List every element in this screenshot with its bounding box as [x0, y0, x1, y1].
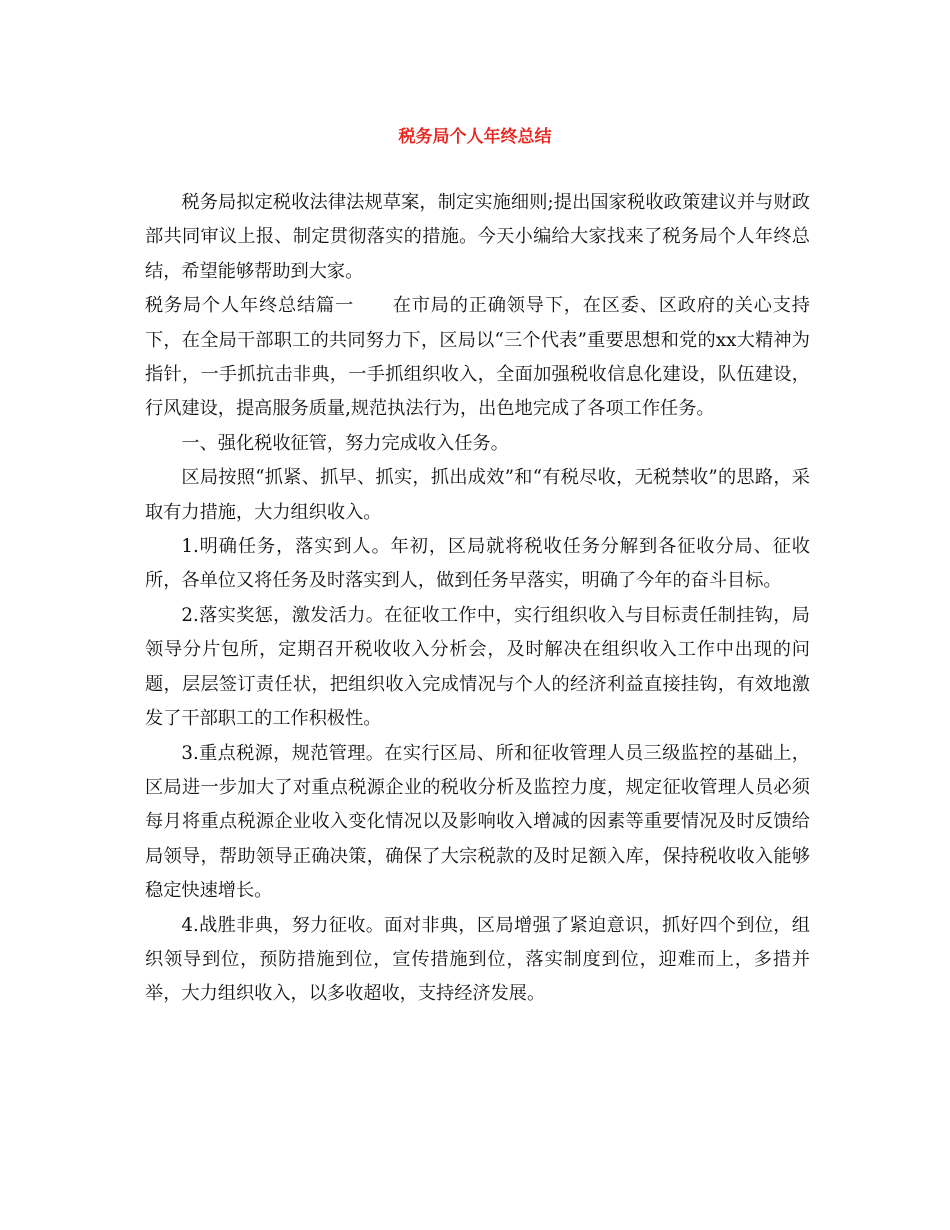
item-2-paragraph: 2.落实奖惩，激发活力。在征收工作中，实行组织收入与目标责任制挂钩，局领导分片包所，定期召开税收收入分析会，及时解决在组织收入工作中出现的问题，层层签订责任状，把组织收入完成情况与个人的经济利益直接挂钩，有效地激发了干部职工的工作积极性。 — [145, 604, 810, 730]
approach-paragraph: 区局按照“抓紧、抓早、抓实，抓出成效”和“有税尽收，无税禁收”的思路，采取有力措施，大力组织收入。 — [145, 467, 810, 523]
section-one-paragraph — [145, 289, 810, 427]
item-3-paragraph: 3.重点税源，规范管理。在实行区局、所和征收管理人员三级监控的基础上，区局进一步加大了对重点税源企业的税收分析及监控力度，规定征收管理人员必须每月将重点税源企业收入变化情况以及影响收入增减的因素等重要情况及时反馈给局领导，帮助领导正确决策，确保了大宗税款的及时足额入库，保持税收收入能够稳定快速增长。 — [145, 742, 810, 902]
item-4-paragraph: 4.战胜非典，努力征收。面对非典，区局增强了紧迫意识，抓好四个到位，组织领导到位，预防措施到位，宣传措施到位，落实制度到位，迎难而上，多措并举，大力组织收入，以多收超收，支持经济发展。 — [145, 914, 810, 1005]
intro-paragraph: 税务局拟定税收法律法规草案，制定实施细则;提出国家税收政策建议并与财政部共同审议上报、制定贯彻落实的措施。今天小编给大家找来了税务局个人年终总结，希望能够帮助到大家。 — [145, 192, 810, 282]
item-1-paragraph: 1.明确任务，落实到人。年初，区局就将税收任务分解到各征收分局、征收所，各单位又将任务及时落实到人，做到任务早落实，明确了今年的奋斗目标。 — [145, 536, 810, 592]
document-body — [145, 186, 810, 1012]
section-lead-text: 在市局的正确领导下，在区委、区政府的关心支持下，在全局干部职工的共同努力下，区局以“三个代表”重要思想和党的xx大精神为指针，一手抓抗击非典，一手抓组织收入，全面加强税收信息化建设，队伍建设，行风建设，提高服务质量,规范执法行为，出色地完成了各项工作任务。 — [145, 295, 810, 420]
section-heading: 税务局个人年终总结篇一 — [145, 295, 354, 317]
document-title: 税务局个人年终总结 — [398, 127, 552, 147]
heading-one: 一、强化税收征管，努力完成收入任务。 — [181, 432, 509, 454]
